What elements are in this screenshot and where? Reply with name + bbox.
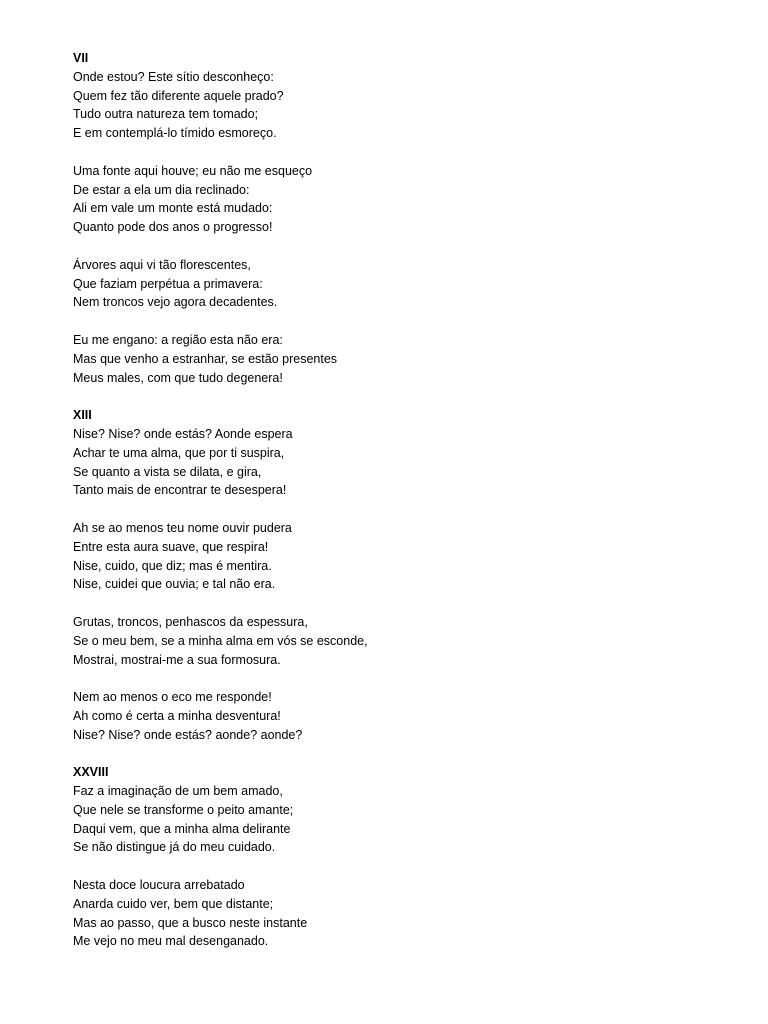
verse-line: Ali em vale um monte está mudado: — [73, 201, 273, 216]
verse-line: Nesta doce loucura arrebatado — [73, 878, 245, 893]
verse-line: Quanto pode dos anos o progresso! — [73, 220, 273, 235]
stanza — [73, 876, 733, 951]
stanza — [73, 425, 733, 500]
verse-line: Mas ao passo, que a busco neste instante — [73, 915, 308, 930]
verse-line: Nise? Nise? onde estás? Aonde espera — [73, 426, 293, 441]
verse-line: Tudo outra natureza tem tomado; — [73, 107, 259, 122]
verse-line: Eu me engano: a região esta não era: — [73, 332, 283, 347]
stanza — [73, 519, 733, 594]
verse-line: Que nele se transforme o peito amante; — [73, 802, 294, 817]
verse-line: Achar te uma alma, que por ti suspira, — [73, 445, 285, 460]
verse-line: Meus males, com que tudo degenera! — [73, 370, 283, 385]
stanza — [73, 782, 733, 857]
stanza — [73, 256, 733, 312]
verse-line: Que faziam perpétua a primavera: — [73, 276, 263, 291]
stanza — [73, 613, 733, 669]
sonnet-heading: XIII — [73, 408, 92, 423]
stanza — [73, 688, 733, 744]
sonnet-vii — [73, 49, 733, 387]
verse-line: Ah como é certa a minha desventura! — [73, 708, 281, 723]
verse-line: Se quanto a vista se dilata, e gira, — [73, 464, 262, 479]
verse-line: Nise, cuidei que ouvia; e tal não era. — [73, 577, 276, 592]
verse-line: Onde estou? Este sítio desconheço: — [73, 69, 274, 84]
verse-line: Mas que venho a estranhar, se estão presentes — [73, 351, 338, 366]
sonnet-xiii — [73, 406, 733, 744]
verse-line: Entre esta aura suave, que respira! — [73, 539, 269, 554]
verse-line: Grutas, troncos, penhascos da espessura, — [73, 614, 308, 629]
verse-line: Nem troncos vejo agora decadentes. — [73, 295, 278, 310]
verse-line: E em contemplá-lo tímido esmoreço. — [73, 126, 277, 141]
verse-line: De estar a ela um dia reclinado: — [73, 182, 250, 197]
verse-line: Árvores aqui vi tão florescentes, — [73, 257, 251, 272]
stanza — [73, 68, 733, 143]
verse-line: Nise, cuido, que diz; mas é mentira. — [73, 558, 272, 573]
verse-line: Quem fez tão diferente aquele prado? — [73, 88, 284, 103]
verse-line: Nem ao menos o eco me responde! — [73, 690, 272, 705]
verse-line: Se o meu bem, se a minha alma em vós se esconde, — [73, 633, 368, 648]
sonnet-xxviii — [73, 763, 733, 951]
verse-line: Faz a imaginação de um bem amado, — [73, 784, 283, 799]
stanza — [73, 162, 733, 237]
verse-line: Daqui vem, que a minha alma delirante — [73, 821, 291, 836]
verse-line: Uma fonte aqui houve; eu não me esqueço — [73, 163, 313, 178]
sonnet-heading: XXVIII — [73, 765, 109, 780]
verse-line: Me vejo no meu mal desenganado. — [73, 934, 269, 949]
verse-line: Nise? Nise? onde estás? aonde? aonde? — [73, 727, 303, 742]
poem-page — [73, 49, 733, 970]
verse-line: Tanto mais de encontrar te desespera! — [73, 483, 287, 498]
verse-line: Mostrai, mostrai-me a sua formosura. — [73, 652, 281, 667]
verse-line: Ah se ao menos teu nome ouvir pudera — [73, 520, 292, 535]
sonnet-heading: VII — [73, 51, 89, 65]
verse-line: Anarda cuido ver, bem que distante; — [73, 896, 274, 911]
stanza — [73, 331, 733, 387]
verse-line: Se não distingue já do meu cuidado. — [73, 840, 276, 855]
